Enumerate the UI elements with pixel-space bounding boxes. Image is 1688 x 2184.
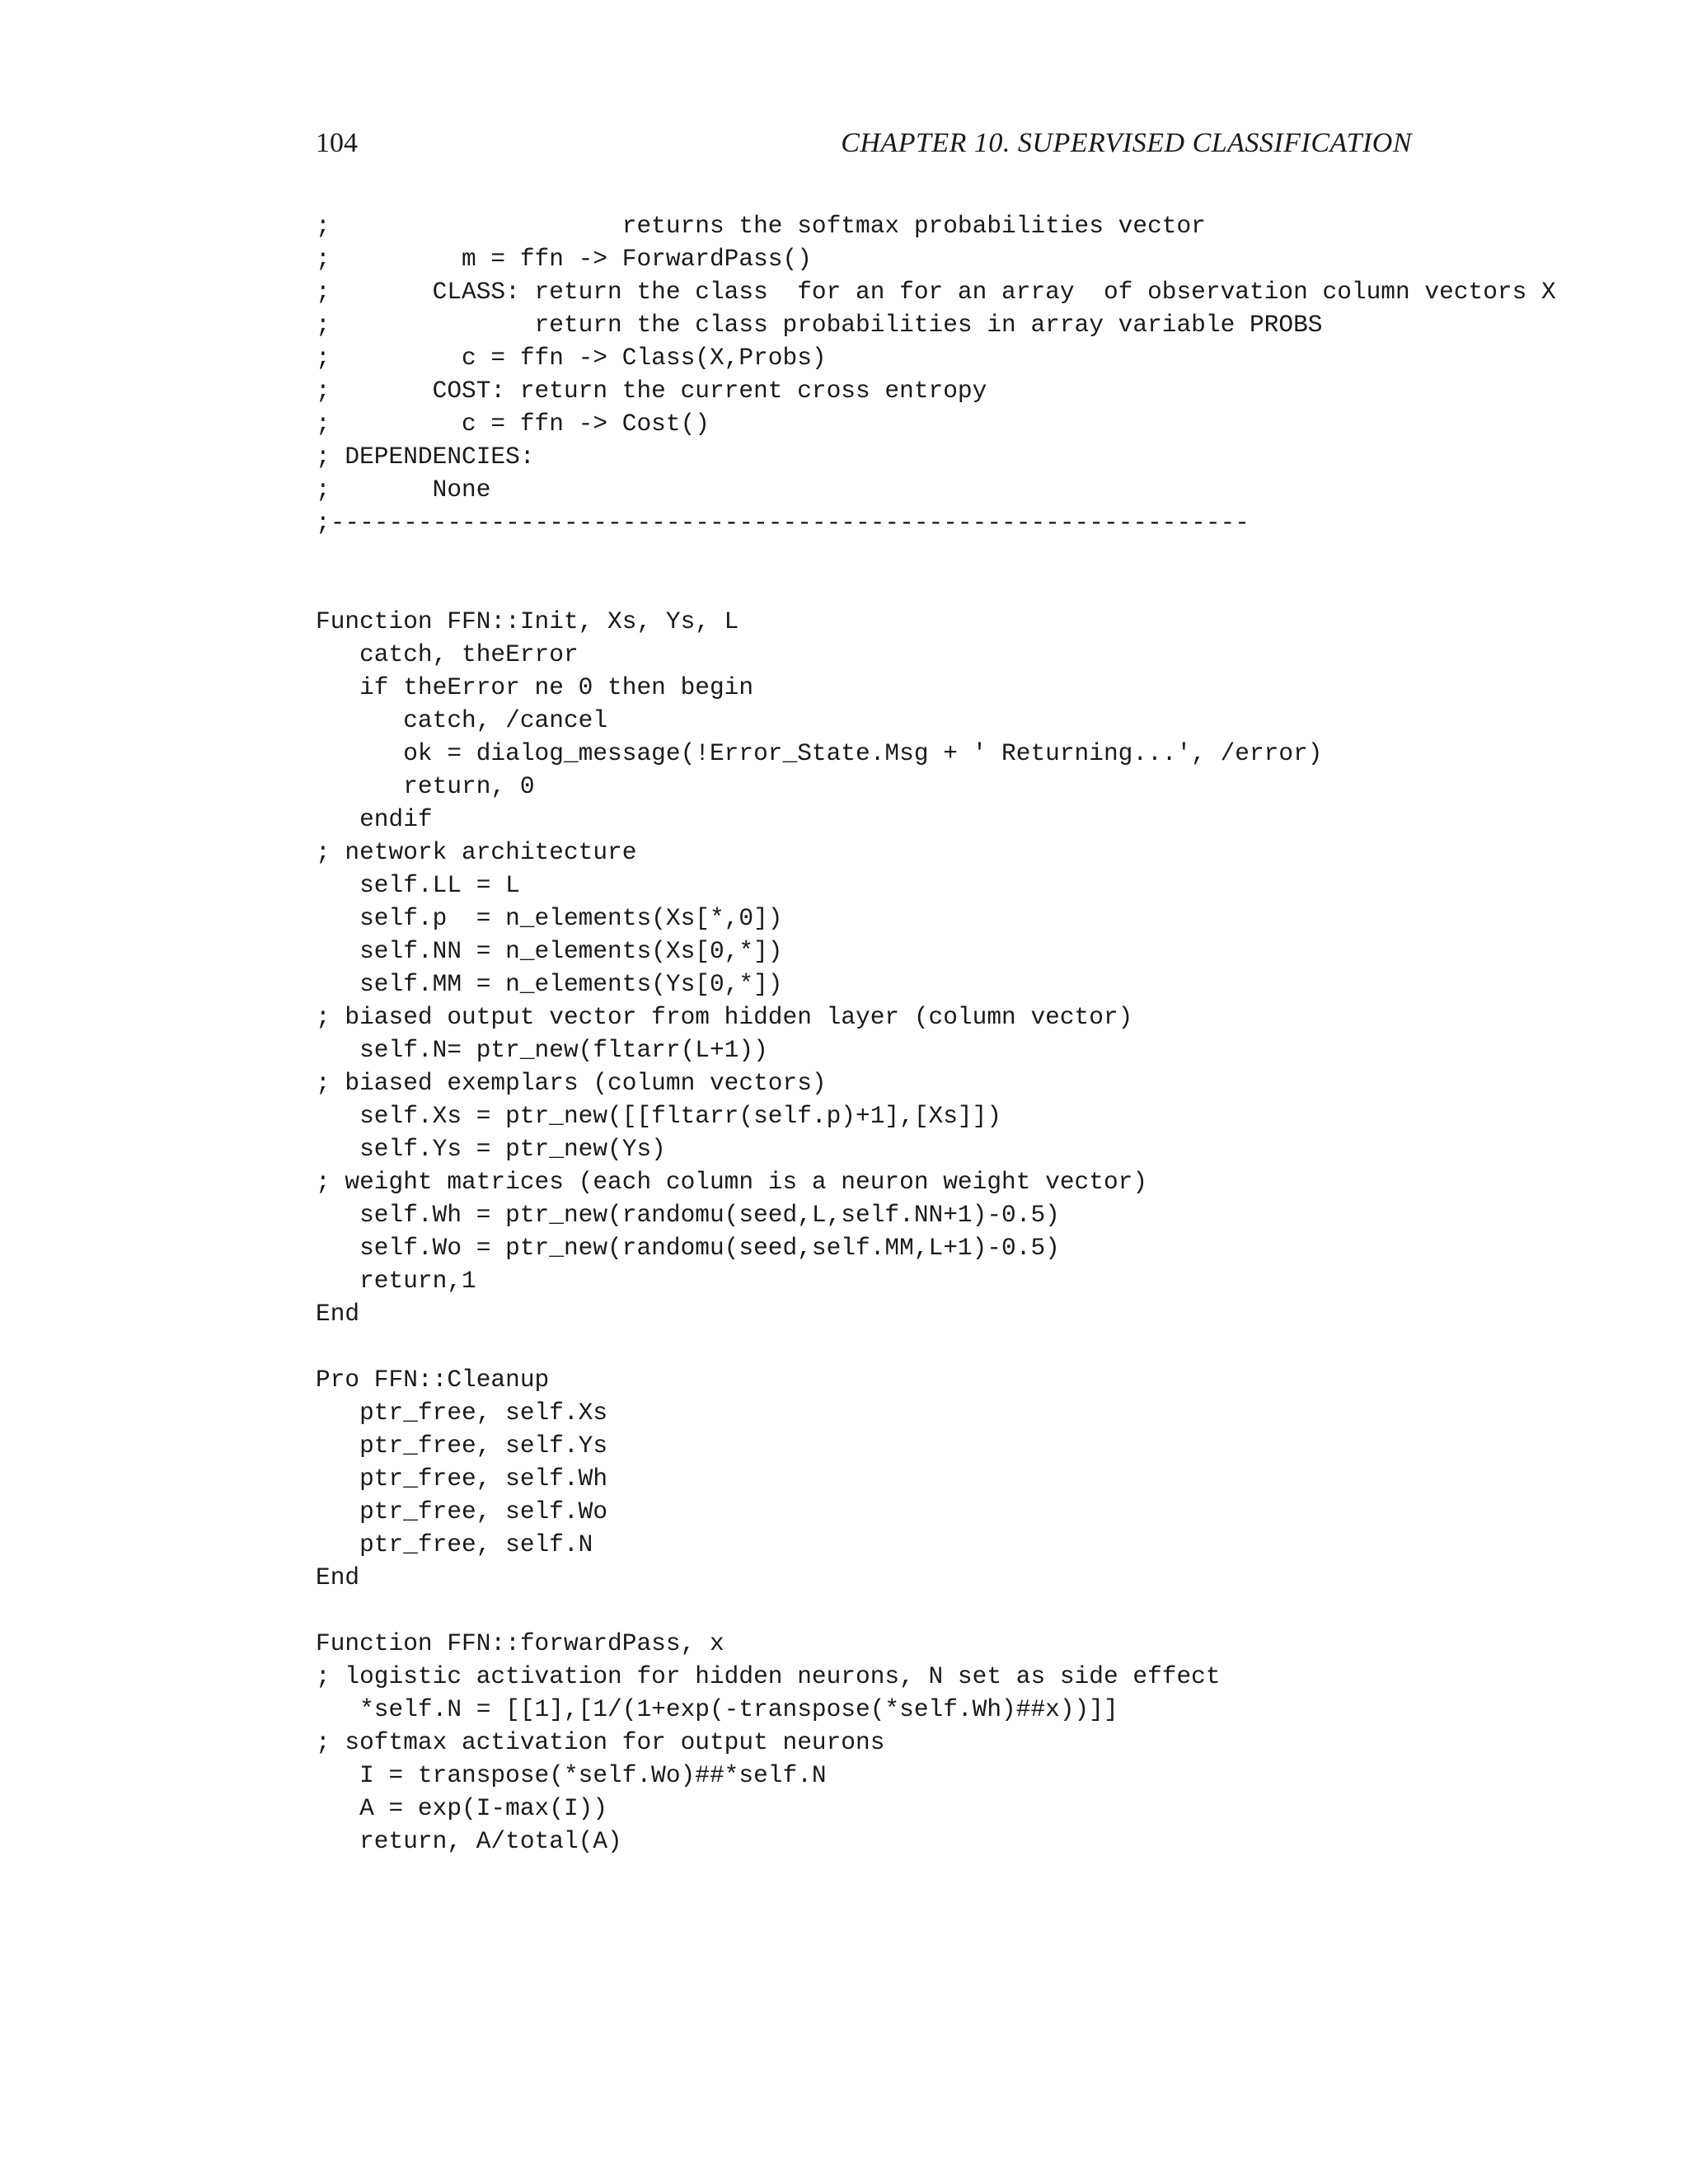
code-line: ; DEPENDENCIES: <box>316 443 535 471</box>
code-line: ok = dialog_message(!Error_State.Msg + ' Returning...', /error) <box>316 739 1323 767</box>
code-line: return,1 <box>316 1267 476 1295</box>
code-line: Pro FFN::Cleanup <box>316 1366 550 1394</box>
code-line: ; COST: return the current cross entropy <box>316 377 987 405</box>
code-line: catch, theError <box>316 640 579 668</box>
code-line: End <box>316 1300 360 1328</box>
code-line: ; c = ffn -> Class(X,Probs) <box>316 344 827 372</box>
code-line: return, 0 <box>316 772 535 800</box>
code-line: *self.N = [[1],[1/(1+exp(-transpose(*self.Wh)##x))]] <box>316 1695 1118 1723</box>
code-line: self.LL = L <box>316 871 520 899</box>
code-line <box>316 1594 1556 1627</box>
code-line: Function FFN::Init, Xs, Ys, L <box>316 607 739 635</box>
code-line: ptr_free, self.Xs <box>316 1399 608 1427</box>
code-line <box>316 572 1556 605</box>
code-line: ; network architecture <box>316 838 637 866</box>
page-number: 104 <box>316 128 358 158</box>
code-line: End <box>316 1563 360 1591</box>
code-line: A = exp(I-max(I)) <box>316 1794 608 1822</box>
code-line: ; m = ffn -> ForwardPass() <box>316 245 812 273</box>
code-line: ; returns the softmax probabilities vector <box>316 212 1206 240</box>
code-line: self.Wh = ptr_new(randomu(seed,L,self.NN+1)-0.5) <box>316 1201 1060 1229</box>
code-line: ; CLASS: return the class for an for an array of observation column vectors X <box>316 278 1556 306</box>
page-header <box>316 128 1412 169</box>
code-line: ; logistic activation for hidden neurons, N set as side effect <box>316 1662 1221 1690</box>
code-line: self.N= ptr_new(fltarr(L+1)) <box>316 1036 768 1064</box>
code-line: I = transpose(*self.Wo)##*self.N <box>316 1761 827 1789</box>
code-line: ; biased output vector from hidden layer (column vector) <box>316 1003 1133 1031</box>
code-line: ; weight matrices (each column is a neuron weight vector) <box>316 1168 1148 1196</box>
code-listing <box>316 209 1556 1858</box>
code-line: self.Wo = ptr_new(randomu(seed,self.MM,L+1)-0.5) <box>316 1234 1060 1262</box>
code-line: catch, /cancel <box>316 706 608 734</box>
code-line: ; None <box>316 476 491 504</box>
code-line: ptr_free, self.Ys <box>316 1432 608 1460</box>
code-line: ;--------------------------------------------------------------- <box>316 509 1250 537</box>
code-line: ; biased exemplars (column vectors) <box>316 1069 827 1097</box>
code-line: self.Ys = ptr_new(Ys) <box>316 1135 666 1163</box>
code-line: self.p = n_elements(Xs[*,0]) <box>316 904 783 932</box>
code-line: endif <box>316 805 433 833</box>
code-line: ; softmax activation for output neurons <box>316 1728 885 1756</box>
code-line: ptr_free, self.Wo <box>316 1497 608 1526</box>
code-line: self.MM = n_elements(Ys[0,*]) <box>316 970 783 998</box>
code-line: self.NN = n_elements(Xs[0,*]) <box>316 937 783 965</box>
code-line <box>316 1330 1556 1363</box>
code-line: self.Xs = ptr_new([[fltarr(self.p)+1],[Xs]]) <box>316 1102 1002 1130</box>
code-line: Function FFN::forwardPass, x <box>316 1629 724 1657</box>
code-line: if theError ne 0 then begin <box>316 673 754 701</box>
code-line <box>316 539 1556 572</box>
code-line: ; c = ffn -> Cost() <box>316 410 710 438</box>
code-line: ; return the class probabilities in array variable PROBS <box>316 311 1323 339</box>
running-head: CHAPTER 10. SUPERVISED CLASSIFICATION <box>841 128 1412 158</box>
code-line: ptr_free, self.N <box>316 1530 593 1558</box>
code-line: return, A/total(A) <box>316 1827 622 1855</box>
code-line: ptr_free, self.Wh <box>316 1465 608 1493</box>
